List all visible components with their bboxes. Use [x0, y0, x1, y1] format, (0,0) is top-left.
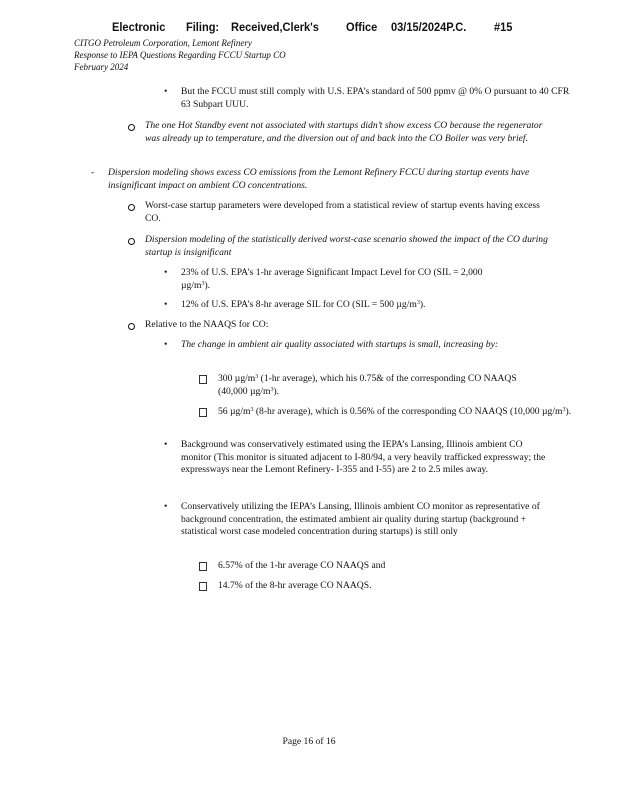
paragraph-sil-8hr: 12% of U.S. EPA’s 8-hr average SIL for CO (SIL = 500 $\mu g/m^3$).	[181, 299, 426, 310]
stamp-received: Received,Clerk's	[231, 20, 319, 34]
paragraph-naaqs-intro: Relative to the NAAQS for CO:	[145, 319, 269, 330]
paragraph-change-small: The change in ambient air quality associated with startups is small, increasing by:	[181, 339, 499, 350]
paragraph-hot-standby: The one Hot Standby event not associated with startups didn’t show excess CO because the regenerator was already up to temperature, and the diversion out of and back into the CO Boiler was very brief.	[145, 120, 543, 144]
paragraph-conservative-background: Conservatively utilizing the IEPA’s Lansing, Illinois ambient CO monitor as representative of background concentration, the estimated ambient air quality during startup (background + statistical worst case modeled concentration during startups) is still only	[181, 501, 540, 537]
paragraph-8hr-naaqs: 14.7% of the 8-hr average CO NAAQS.	[218, 580, 372, 591]
square-bullet-icon	[199, 562, 207, 571]
paragraph-sil-1hr: 23% of U.S. EPA’s 1-hr average Significant Impact Level for CO (SIL = 2,000 $\mu g/m^3$).	[181, 267, 483, 291]
page-number: Page 16 of 16	[282, 736, 336, 747]
paragraph-56-ugm3: 56 $\mu g/m^3$ (8-hr average), which is 0.56% of the corresponding CO NAAQS (10,000 $\mu g/m^3$).	[218, 406, 572, 417]
paragraph-dispersion-summary: Dispersion modeling shows excess CO emissions from the Lemont Refinery FCCU during startup events have insignificant impact on ambient CO concentrations.	[108, 167, 530, 191]
square-bullet-icon	[199, 375, 207, 384]
paragraph-worst-case: Worst-case startup parameters were developed from a statistical review of startup events having excess CO.	[145, 200, 540, 224]
circle-bullet-icon	[128, 323, 135, 330]
paragraph-1hr-naaqs: 6.57% of the 1-hr average CO NAAQS and	[218, 560, 386, 571]
paragraph-dispersion-worst-case: Dispersion modeling of the statistically derived worst-case scenario showed the impact of the CO during startup is insignificant	[145, 234, 548, 258]
stamp-number: #15	[494, 20, 513, 34]
paragraph-uuu-compliance: But the FCCU must still comply with U.S. EPA’s standard of 500 ppmv @ 0% O pursuant to 40 CFR 63 Subpart UUU.	[181, 86, 570, 110]
square-bullet-icon	[199, 408, 207, 417]
paragraph-300-ugm3: 300 $\mu g/m^3$ (1-hr average), which his 0.75& of the corresponding CO NAAQS (40,000 $\mu g/m^3$).	[218, 373, 517, 397]
stamp-date: 03/15/2024P.C.	[391, 20, 467, 34]
header-date: February 2024	[74, 62, 129, 72]
circle-bullet-icon	[128, 204, 135, 211]
header-subject: Response to IEPA Questions Regarding FCCU Startup CO	[74, 50, 286, 60]
bullet-icon: •	[164, 501, 168, 512]
circle-bullet-icon	[128, 238, 135, 245]
paragraph-background-monitor: Background was conservatively estimated using the IEPA’s Lansing, Illinois ambient CO monitor (This monitor is situated adjacent to I-80/94, a very heavily trafficked expressway; the expressways near the Lemont Refinery- I-355 and I-55) are 2 to 2.5 miles away.	[181, 439, 546, 475]
bullet-icon: •	[164, 439, 168, 450]
bullet-icon: •	[164, 267, 168, 278]
header-company: CITGO Petroleum Corporation, Lemont Refinery	[74, 38, 252, 48]
bullet-icon: •	[164, 339, 168, 350]
stamp-office: Office	[346, 20, 378, 34]
stamp-electronic: Electronic	[112, 20, 166, 34]
bullet-icon: •	[164, 86, 168, 97]
stamp-filing: Filing:	[186, 20, 220, 34]
bullet-icon: •	[164, 299, 168, 310]
circle-bullet-icon	[128, 124, 135, 131]
dash-bullet-icon: -	[91, 167, 95, 178]
square-bullet-icon	[199, 582, 207, 591]
